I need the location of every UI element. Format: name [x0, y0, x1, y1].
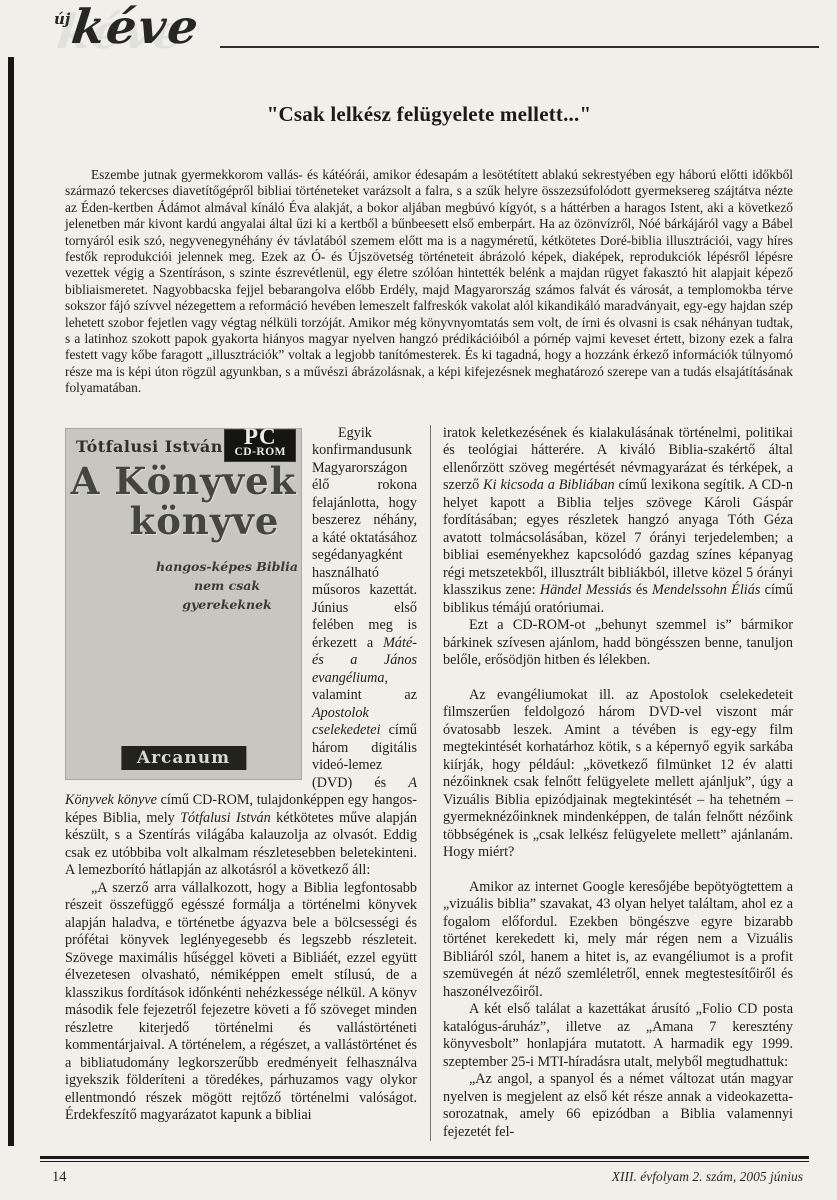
text-run: kétkötetes műve alapján készült, s a Szentírás világába kalauzolja az olvasót. Eddig csak ez utóbbiba volt alkalmam részletesebben beletekinteni. A lemezborító hátlapján az alkotásról a következő áll: — [65, 809, 417, 879]
text-run: iratok keletkezésének és kialakulásának történelmi, politikai és teológiai hátterére. A kiváló Biblia-szakértő által ellenőrzött szöveg megértését névmagyarázat és térképek, a szerző — [443, 424, 793, 494]
page-number: 14 — [52, 1169, 67, 1185]
paragraph — [443, 425, 793, 618]
cover-subtitle-line1: hangos-képes Biblia — [156, 558, 298, 574]
intro-section — [65, 167, 793, 397]
cover-title — [70, 458, 297, 543]
article-columns — [65, 425, 793, 1142]
article-title: "Csak lelkész felügyelete mellett..." — [266, 102, 592, 126]
text-run: Az evangéliumokat ill. az Apostolok cselekedeteit filmszerűen feldolgozó három DVD-vel viszont már óvatosabb leszek. Amint a tévében is egy-egy film megtekintését korhatárhoz kötik, s a képernyő egyik sarkába kiírják, hogy például: „következő filmünket 12 év alatti nézőinknek csak felnőtt felügyelete mellett ajánljuk”, úgy a Vizuális Biblia epizódjainak megtekintését – ha tehetném – gyermeknézőinknek mindenképpen, de talán felnőtt nézőink többségének is „csak lelkész felügyelete mellett” ajánlanám. Hogy miért? — [443, 686, 793, 861]
italic-text: Ki kicsoda a Bibliában — [483, 477, 615, 494]
cover-title-line1: A Könyvek — [70, 458, 297, 503]
paragraph — [443, 687, 793, 862]
masthead — [0, 0, 837, 72]
text-run: és — [631, 582, 653, 599]
text-run: című lexikona segítik. A CD-n helyet kapott a Biblia teljes szövege Károli Gáspár fordításában; egyes részletek hangzó anyaga Tóth Géza avatott tolmácsolásában, közel 7 órányi terjedelemben; a bibliai eseményekhez kapcsolódó gazdag színes képanyag régi metszetekből, illusztrált bibliákból, illetve közel 5 órányi klasszikus zene: — [443, 477, 793, 599]
paragraph — [65, 167, 793, 397]
paragraph — [443, 879, 793, 1002]
text-run: című biblikus témájú oratóriumai. — [443, 582, 794, 616]
right-column — [430, 425, 793, 1142]
paragraph — [443, 1001, 793, 1071]
text-run: , valamint az — [312, 669, 417, 704]
issue-info: XIII. évfolyam 2. szám, 2005 június — [611, 1169, 803, 1184]
paragraph — [65, 880, 417, 1125]
page-footer — [40, 1156, 809, 1186]
text-run: Ezt a CD-ROM-ot „behunyt szemmel is” bármikor bárkinek szívesen ajánlom, hadd böngésszen benne, tanuljon belőle, erősödjön hitben és lélekben. — [443, 617, 793, 669]
italic-text: Mendelssohn Éliás — [652, 582, 761, 599]
text-run: Eszembe jutnak gyermekkorom vallás- és kátéórái, amikor édesapám a lesötétített ablakú sekrestyében egy háború előtti időkből származó tekercses diavetítőgépről bibliai történeteket varázsolt a falra, s a szűk helyre összezsúfolódott gyermeksereg szájtátva nézte az Éden-kertben Ádámot almával kínáló Éva alakját, a bokor aljában megbúvó kígyót, s a háttérben a haragos Istent, aki a következő jelenetben már kivont kardú angyalai által űzi ki a kertből a bűnbeesett első emberpárt. Ha az özönvízről, Nóé bárkájáról vagy a Bábel tornyáról esik szó, negyvenegynéhány év távlatából szemem előtt ma is a nagyméretű, kétkötetes Doré-biblia illusztrációi, vagy híres festők reprodukciói jelennek meg. Ezek az Ó- és Újszövetség történeteit ábrázoló képek, diaképek, reprodukciók lépésről lépésre vezettek végig a Szentíráson, s szinte észrevétlenül, egy életre szólóan hintették belénk a majdan rügyet fakasztó hit alapjait képező bibliaismeretet. Nagyobbacska fejjel bebarangolva előbb Erdély, majd Magyarország számos falvát és városát, a templomokba térve sokszor fájó szívvel nézegettem a reformáció hevében lemeszelt falfreskók vakolat alól kikandikáló maradványait, egy-egy hajdan szép lehetett szobor fejetlen vagy végtag nélküli torzóját. Amikor még könyvnyomtatás sem volt, de írni és olvasni is csak néhányan tudtak, s a latinhoz szokott papok gyakorta hiányos magyar nyelven hangzó prédikációiból a pórnép vajmi keveset értett, bizony ezek a falra festett vagy kőbe faragott „illusztrációk” voltak a legjobb tanítómesterek. És ki tagadná, hogy a hozzánk érkező információk túlnyomó része ma is képi úton rögzül agyunkban, s a művészi ábrázolásnak, a képi kifejezésnek meghatározó szerepe van a tudás elsajátításának folyamatában. — [65, 167, 793, 396]
text-run: A két első találat a kazettákat árusító „Folio CD posta katalógus-áruház”, illetve az „Amana 7 keresztény könyvesbolt” honlapjára mutatott. A harmadik egy 1999. szeptember 25-i MTI-híradásra utalt, melyből megtudhattuk: — [443, 1001, 793, 1070]
italic-text: Apostolok cselekedetei — [312, 704, 381, 739]
italic-text: Händel Messiás — [539, 582, 632, 599]
logo-keve-text: kéve — [68, 0, 204, 55]
badge-cdrom-text: CD-ROM — [234, 445, 286, 458]
cover-title-line2: könyve — [129, 498, 280, 543]
text-run: „Az angol, a spanyol és a német változat után magyar nyelven is megjelent az első két része annak a videokazetta-sorozatnak, amely 66 epizódban a Biblia valamennyi fejezetét fel- — [443, 1071, 793, 1140]
italic-text: Tótfalusi István — [180, 809, 271, 826]
footer-row — [40, 1169, 809, 1186]
pc-cdrom-badge — [224, 423, 296, 462]
text-run: című CD-ROM, tulajdonképpen egy hangos-képes Biblia, mely — [65, 792, 417, 826]
left-column — [65, 425, 417, 1142]
logo-uj-text: új — [54, 10, 71, 28]
cover-author: Tótfalusi István — [76, 436, 223, 456]
badge-pc-text: PC — [243, 423, 277, 449]
text-run: Egyik konfirmandusunk Magyarországon élő rokona felajánlotta, hogy beszerez néhány, a káté oktatásához segédanyagként használható műsoros kazettát. Június első felében meg is érkezett a — [312, 424, 417, 651]
paragraph — [443, 1071, 793, 1141]
masthead-rule — [220, 46, 819, 48]
cover-subtitle — [156, 557, 298, 614]
paragraph — [443, 617, 793, 670]
cd-cover-image — [65, 423, 302, 780]
italic-text: Máté- és a János evangéliuma — [312, 634, 417, 686]
text-run: „A szerző arra vállalkozott, hogy a Biblia legfontosabb részeit összefüggő egésszé formálja a történelmi könyvek alapján haladva, e történetbe ágyazva bele a bölcsességi és prófétai könyvek leglényegesebb és legszebb részleteit. Szövege maximális hűséggel követi a Bibliáét, ezzel együtt élvezetesen olvasható, némiképpen emelt stílusú, de a klasszikus fordítások időnkénti nehézkessége nélkül. A könyv második fele fejezetről fejezetre követi a fő szöveget minden részletre kiterjedő történelmi és vallástörténeti kommentárjaival. A történelem, a régészet, a vallástörténet és a bibliatudomány legkorszerűbb eredményeit felhasználva igyekszik földeríteni a töredékes, párhuzamos vagy olykor ellentmondó részek mögött rejtőző történelmi valóságot. Érdekfeszítő magyarázatot kapunk a bibliai — [65, 879, 417, 1124]
cover-publisher: Arcanum — [121, 746, 246, 770]
cover-subtitle-line2: nem csak gyerekeknek — [182, 577, 272, 612]
decorative-left-bar — [8, 57, 14, 1146]
text-run: Amikor az internet Google keresőjébe bepötyögtettem a „vizuális biblia” szavakat, 43 olyan helyet találtam, ahol ez a fogalom előfordul. Ezekben böngészve egyre bizarabb történet kerekedett ki, mely már régen nem a Vizuális Bibliáról szól, hanem a hitet is, az evangéliumot is a profit szemüvegén át néző szemléletről, ennek megtestesítőiről és haszonélvezőiről. — [443, 878, 793, 1000]
italic-text: A Könyvek könyve — [65, 774, 417, 809]
footer-rule — [40, 1156, 809, 1162]
text-run: című három digitális videó-lemez (DVD) és — [312, 722, 417, 791]
